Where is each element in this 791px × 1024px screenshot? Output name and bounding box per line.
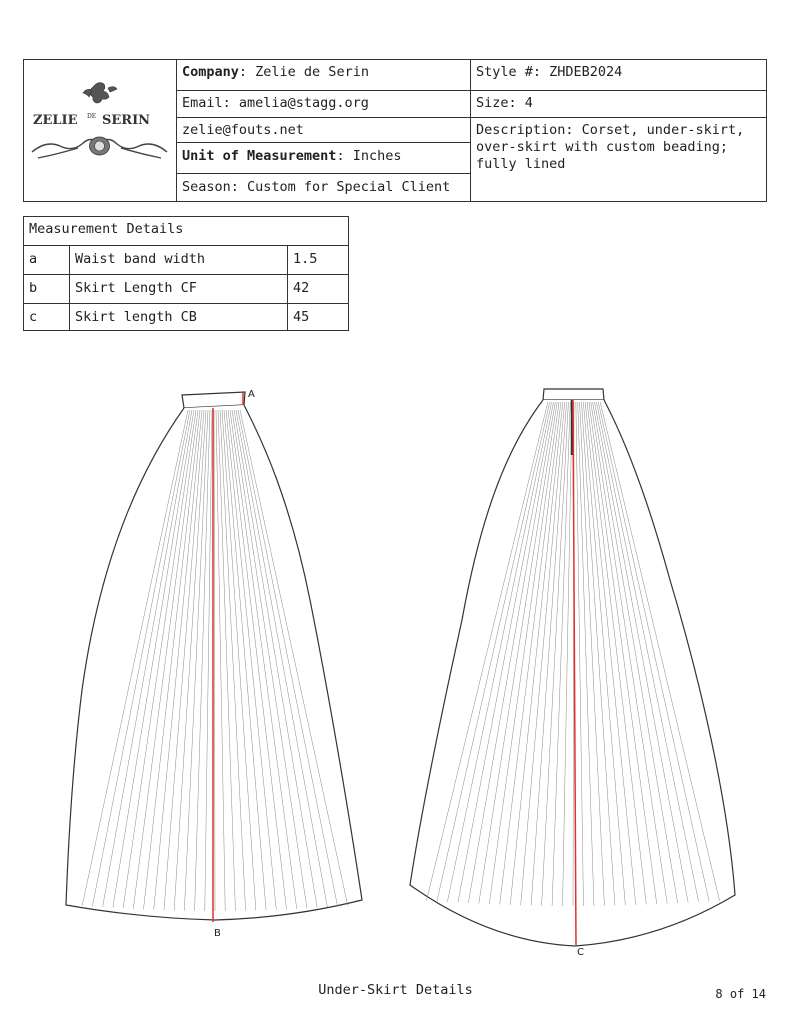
spec-header bbox=[23, 59, 767, 202]
measurement-details-title: Measurement Details bbox=[29, 221, 184, 237]
table-row bbox=[24, 274, 348, 303]
description-field: Description: Corset, under-skirt, over-skirt with custom beading; fully lined bbox=[471, 117, 766, 201]
drawing-caption: Under-Skirt Details bbox=[318, 982, 473, 998]
page-number: 8 of 14 bbox=[715, 987, 766, 1001]
season-field: Season: Custom for Special Client bbox=[177, 173, 470, 201]
unit-of-measurement-field: Unit of Measurement: Inches bbox=[177, 142, 470, 173]
measurement-code: c bbox=[24, 304, 70, 330]
measurement-name: Waist band width bbox=[70, 246, 288, 274]
size-field: Size: 4 bbox=[471, 90, 766, 117]
measurement-value: 42 bbox=[293, 280, 310, 296]
style-number-field: Style #: ZHDEB2024 bbox=[476, 64, 623, 80]
zelie-de-serin-logo bbox=[24, 60, 175, 201]
measurement-details-table bbox=[23, 216, 349, 331]
header-right-column bbox=[471, 60, 766, 201]
table-row bbox=[24, 245, 348, 274]
back-skirt-sketch bbox=[410, 389, 735, 946]
label-a: A bbox=[248, 389, 255, 400]
table-row bbox=[24, 303, 348, 330]
measurement-code: a bbox=[24, 246, 70, 274]
measurement-name: Skirt Length CF bbox=[70, 275, 288, 303]
svg-text:DE: DE bbox=[87, 113, 97, 120]
header-middle-column bbox=[177, 60, 471, 201]
company-field: Company: Zelie de Serin bbox=[182, 64, 369, 80]
measurement-name: Skirt length CB bbox=[70, 304, 288, 330]
measurement-value: 45 bbox=[293, 309, 310, 325]
email2-field: zelie@fouts.net bbox=[177, 117, 470, 142]
svg-text:SERIN: SERIN bbox=[102, 113, 151, 128]
email-field: Email: amelia@stagg.org bbox=[177, 90, 470, 117]
svg-text:ZELIE: ZELIE bbox=[33, 113, 78, 128]
logo-cell bbox=[24, 60, 177, 201]
skirt-technical-drawing bbox=[0, 370, 791, 970]
front-skirt-sketch bbox=[66, 392, 362, 920]
measurement-value: 1.5 bbox=[293, 251, 318, 267]
label-b: B bbox=[214, 928, 221, 939]
label-c: C bbox=[577, 947, 584, 958]
measurement-code: b bbox=[24, 275, 70, 303]
